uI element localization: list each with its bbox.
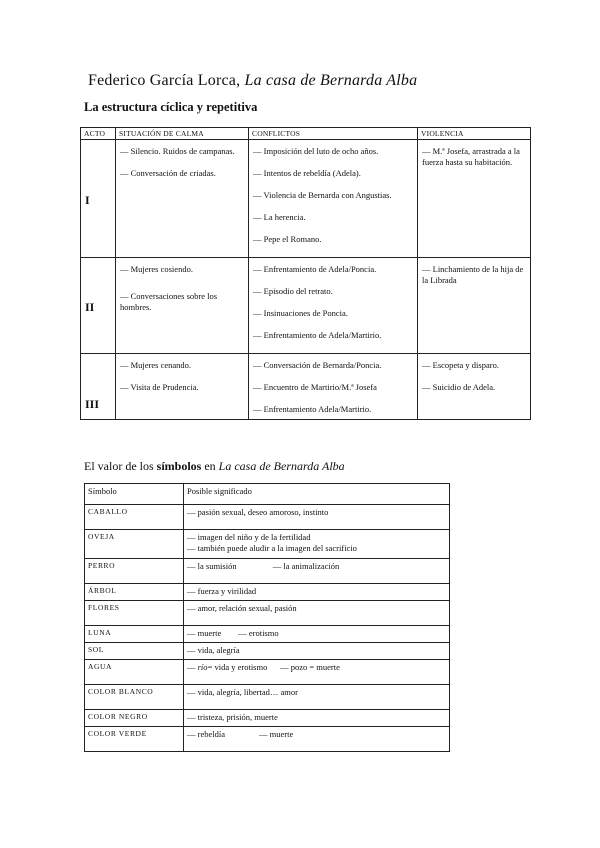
symbol-name: COLOR VERDE <box>85 727 184 752</box>
act-row-3 <box>81 354 531 420</box>
calma-item: — Silencio. Ruidos de campanas. <box>120 146 235 156</box>
symbol-name: FLORES <box>85 601 184 626</box>
symbol-meaning: — vida, alegría, libertad… amor <box>184 685 450 710</box>
symbols-title-prefix: El valor de los <box>84 459 157 473</box>
symbol-name: ÁRBOL <box>85 584 184 601</box>
conflictos-cell <box>249 140 418 258</box>
symbol-meaning: — rebeldía — muerte <box>184 727 450 752</box>
author-name: Federico García Lorca, <box>88 72 241 89</box>
conflicto-item: — Intentos de rebeldía (Adela). <box>253 168 361 179</box>
col-header-violencia: VIOLENCIA <box>418 128 531 140</box>
symbol-row <box>85 660 450 685</box>
symbol-meaning: — muerte — erotismo <box>184 626 450 643</box>
violencia-cell <box>418 140 531 258</box>
conflicto-item: — Enfrentamiento de Adela/Martirio. <box>253 330 382 341</box>
symbol-row <box>85 601 450 626</box>
conflicto-item: — Insinuaciones de Poncia. <box>253 308 348 319</box>
symbol-row <box>85 584 450 601</box>
symbol-row <box>85 626 450 643</box>
violencia-item: — M.ª Josefa, arrastrada a la fuerza hasta su habitación. <box>422 146 520 168</box>
col-header-significado: Posible significado <box>184 484 450 505</box>
symbols-header-row <box>85 484 450 505</box>
col-header-calma: SITUACIÓN DE CALMA <box>116 128 249 140</box>
calma-item: — Conversación de criadas. <box>120 168 216 179</box>
calma-cell <box>116 258 249 354</box>
symbol-name: COLOR BLANCO <box>85 685 184 710</box>
symbol-row <box>85 710 450 727</box>
act-number: I <box>81 140 116 258</box>
col-header-acto: ACTO <box>81 128 116 140</box>
calma-item: — Conversaciones sobre los hombres. <box>120 291 218 313</box>
conflicto-item: — Enfrentamiento Adela/Martirio. <box>253 404 372 415</box>
symbol-meaning: — amor, relación sexual, pasión <box>184 601 450 626</box>
symbol-meaning-line: — también puede aludir a la imagen del sacrificio <box>187 542 357 553</box>
page-title <box>88 72 417 90</box>
symbol-meaning-rest: = vida y erotismo — pozo = muerte <box>207 662 340 672</box>
structure-subtitle: La estructura cíclica y repetitiva <box>84 100 258 114</box>
act-row-1 <box>81 140 531 258</box>
symbol-row <box>85 505 450 530</box>
conflicto-item: — Episodio del retrato. <box>253 286 333 297</box>
col-header-simbolo: Símbolo <box>85 484 184 505</box>
structure-table <box>80 127 531 420</box>
act-row-2 <box>81 258 531 354</box>
symbol-meaning: — vida, alegría <box>184 643 450 660</box>
violencia-item: — Linchamiento de la hija de la Librada <box>422 264 524 286</box>
symbol-name: LUNA <box>85 626 184 643</box>
symbol-meaning-prefix: — <box>187 662 198 672</box>
violencia-cell <box>418 258 531 354</box>
calma-cell <box>116 140 249 258</box>
conflicto-item: — Imposición del luto de ocho años. <box>253 146 379 156</box>
structure-header-row <box>81 128 531 140</box>
conflictos-cell <box>249 354 418 420</box>
conflicto-item: — Enfrentamiento de Adela/Poncia. <box>253 264 377 274</box>
symbol-meaning: — fuerza y virilidad <box>184 584 450 601</box>
symbols-title-mid: en <box>201 459 219 473</box>
conflictos-cell <box>249 258 418 354</box>
calma-item: — Mujeres cosiendo. <box>120 264 193 274</box>
symbol-name: AGUA <box>85 660 184 685</box>
symbol-meaning <box>184 660 450 685</box>
symbol-row <box>85 685 450 710</box>
symbol-meaning: — tristeza, prisión, muerte <box>184 710 450 727</box>
act-number: III <box>81 354 116 420</box>
symbol-row <box>85 643 450 660</box>
symbol-meaning-italic: río <box>197 662 208 672</box>
col-header-conflictos: CONFLICTOS <box>249 128 418 140</box>
conflicto-item: — Encuentro de Martirio/M.ª Josefa <box>253 382 377 393</box>
symbol-row <box>85 530 450 559</box>
symbol-meaning: — la sumisión — la animalización <box>184 559 450 584</box>
act-number: II <box>81 258 116 354</box>
symbol-name: CABALLO <box>85 505 184 530</box>
violencia-cell <box>418 354 531 420</box>
symbols-title <box>84 459 345 474</box>
calma-item: — Visita de Prudencia. <box>120 382 199 393</box>
calma-cell <box>116 354 249 420</box>
work-title: La casa de Bernarda Alba <box>244 72 418 89</box>
symbol-row <box>85 727 450 752</box>
conflicto-item: — Violencia de Bernarda con Angustias. <box>253 190 392 201</box>
symbol-name: OVEJA <box>85 530 184 559</box>
symbols-title-bold: símbolos <box>156 459 202 473</box>
symbol-row <box>85 559 450 584</box>
symbol-name: SOL <box>85 643 184 660</box>
symbol-name: COLOR NEGRO <box>85 710 184 727</box>
conflicto-item: — La herencia. <box>253 212 306 223</box>
conflicto-item: — Conversación de Bernarda/Poncia. <box>253 360 382 370</box>
symbol-meaning: — pasión sexual, deseo amoroso, instinto <box>184 505 450 530</box>
symbols-title-italic: La casa de Bernarda Alba <box>218 459 345 473</box>
symbols-table <box>84 483 450 752</box>
symbol-meaning-line: — imagen del niño y de la fertilidad <box>187 532 311 542</box>
conflicto-item: — Pepe el Romano. <box>253 234 322 245</box>
violencia-item: — Escopeta y disparo. <box>422 360 499 370</box>
symbol-name: PERRO <box>85 559 184 584</box>
symbol-meaning <box>184 530 450 559</box>
violencia-item: — Suicidio de Adela. <box>422 382 496 393</box>
calma-item: — Mujeres cenando. <box>120 360 192 370</box>
